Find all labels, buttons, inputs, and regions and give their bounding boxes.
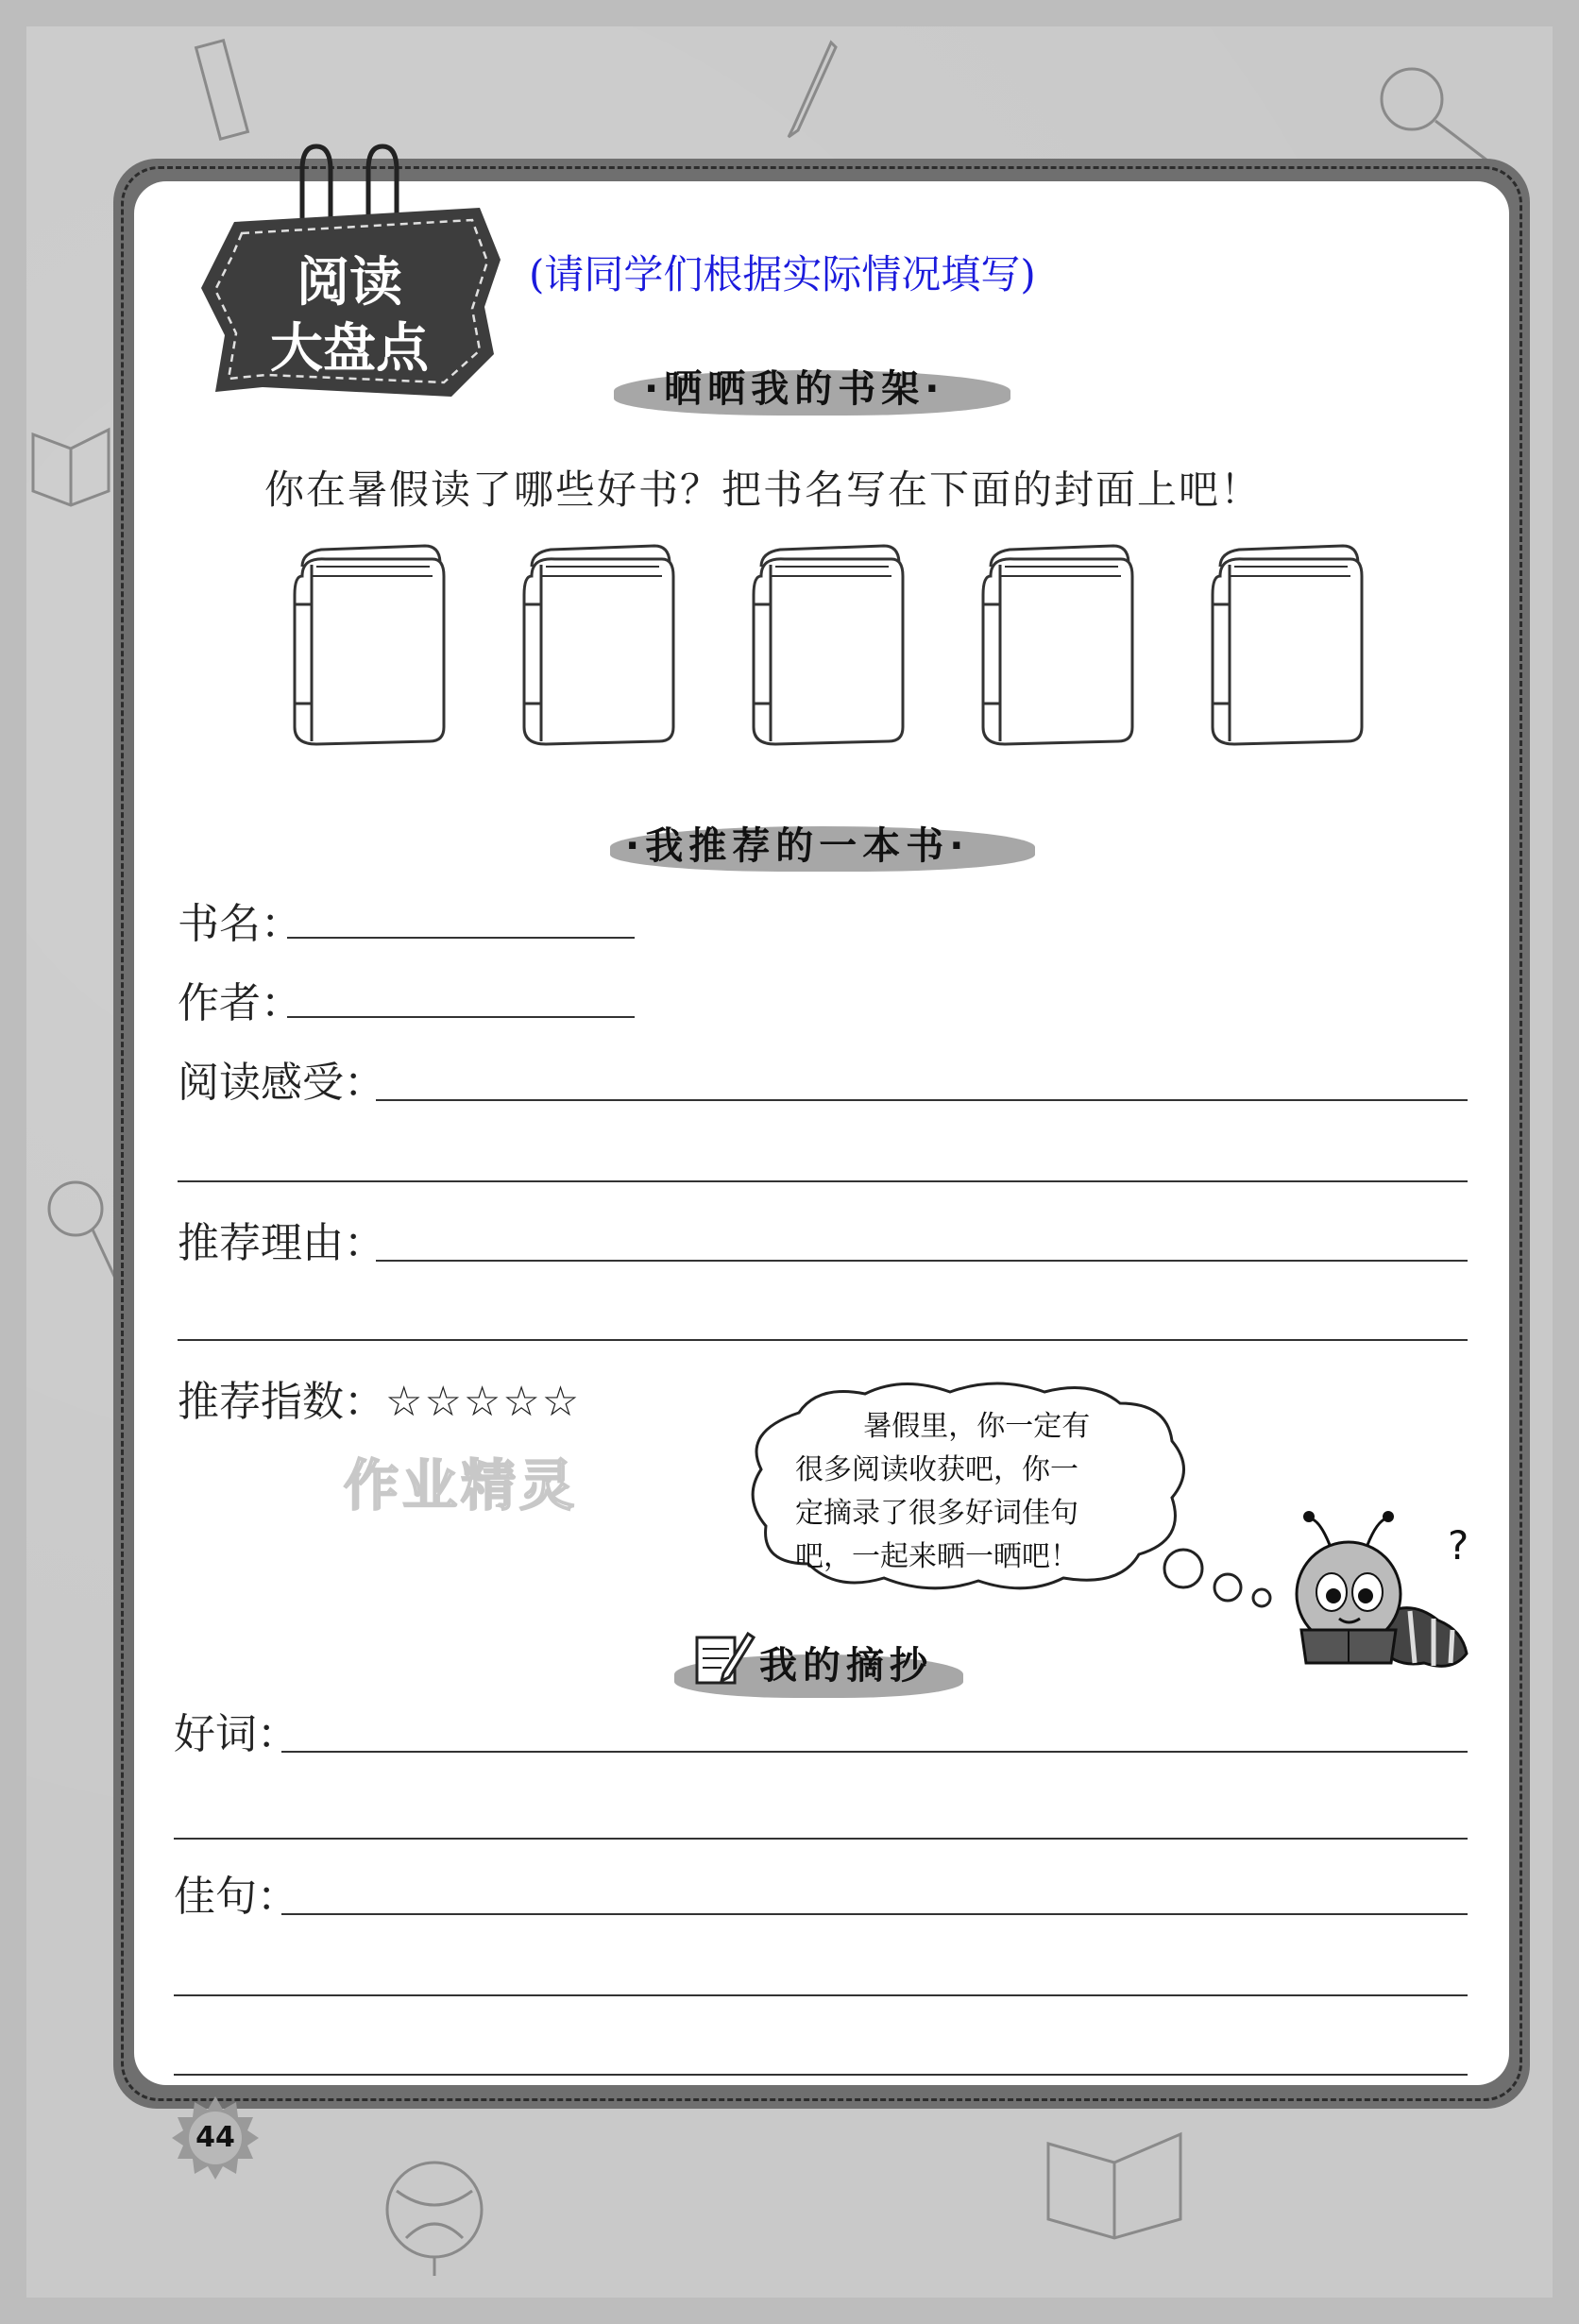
notepad-pencil-icon [689,1624,756,1690]
book-cover-1[interactable] [274,538,453,755]
thought-bubbles-icon [1160,1535,1292,1611]
badge-line-2: 大盘点 [270,318,429,380]
reading-feeling-line-1[interactable] [376,1099,1468,1101]
speech-line-1: 暑假里，你一定有 [795,1410,1091,1443]
rating-row [178,1367,581,1428]
watermark: 作业精灵 [344,1453,579,1518]
ruler-doodle-icon [189,38,264,142]
good-words-line-2[interactable] [174,1838,1468,1840]
book-cover-3[interactable] [733,538,912,755]
speech-line-3: 定摘录了很多好词佳句 [795,1497,1078,1530]
magnifier-doodle-left-icon [38,1171,123,1294]
speech-line-4: 吧，一起来晒一晒吧！ [795,1540,1078,1573]
recommend-section-title: ·我推荐的一本书· [625,824,970,868]
open-book-doodle-icon [28,416,113,510]
rating-stars[interactable]: ☆☆☆☆☆ [385,1378,582,1426]
rating-label: 推荐指数： [178,1378,385,1426]
reason-line-1[interactable] [376,1260,1468,1262]
reason-line-2[interactable] [178,1339,1468,1341]
speech-line-2: 很多阅读收获吧，你一 [795,1453,1078,1486]
fill-in-note: (请同学们根据实际情况填写) [529,251,1036,297]
book-name-label: 书名： [178,900,302,948]
good-words-line-1[interactable] [281,1751,1468,1753]
caterpillar-reading-icon [1273,1507,1481,1677]
good-words-label: 好词： [174,1710,298,1758]
book-cover-2[interactable] [503,538,683,755]
good-sentences-line-1[interactable] [281,1913,1468,1915]
author-line[interactable] [287,1016,635,1018]
book-doodle-bottom-icon [1039,2115,1190,2248]
reading-feeling-label: 阅读感受： [178,1059,385,1107]
reading-feeling-line-2[interactable] [178,1180,1468,1182]
page-number: 44 [195,2121,235,2154]
book-cover-4[interactable] [962,538,1142,755]
page-number-badge [172,2095,259,2181]
author-label: 作者： [178,979,302,1027]
svg-text:?: ? [1448,1522,1469,1569]
bookshelf-section-title: ·晒晒我的书架· [644,367,945,411]
badge-line-1: 阅读 [297,252,402,314]
book-cover-5[interactable] [1192,538,1371,755]
reason-label: 推荐理由： [178,1219,385,1267]
pencil-doodle-icon [774,38,850,142]
book-name-line[interactable] [287,937,635,939]
good-sentences-label: 佳句： [174,1873,298,1921]
excerpts-section-title: 我的摘抄 [759,1644,933,1688]
good-sentences-line-3[interactable] [174,2074,1468,2076]
bookshelf-prompt: 你在暑假读了哪些好书？把书名写在下面的封面上吧！ [264,466,1263,513]
magnifier-doodle-icon [1369,57,1502,170]
globe-doodle-icon [368,2144,510,2285]
good-sentences-line-2[interactable] [174,1994,1468,1996]
